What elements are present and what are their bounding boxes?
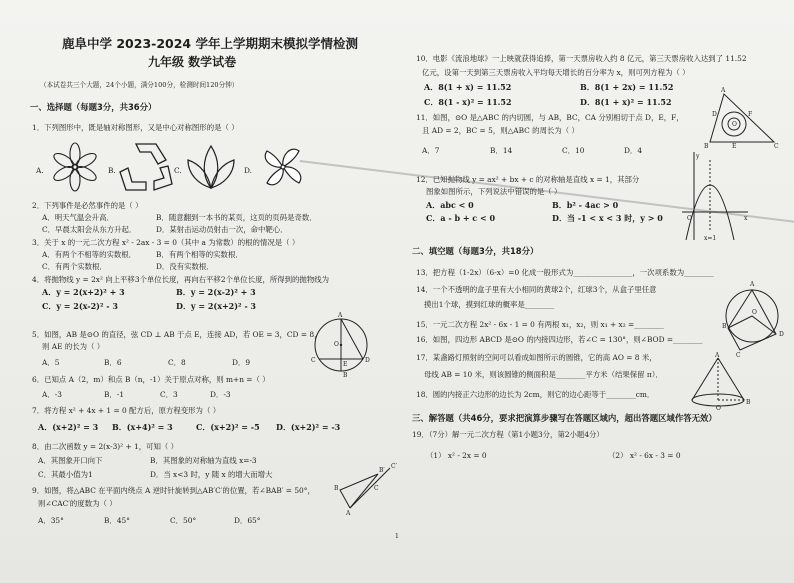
paper-subtitle: 九年级 数学试卷 [148,55,237,69]
q16-cyclic-quad-figure [722,276,786,358]
q9-label-a: A [346,510,351,517]
question-17: 17．某盏路灯照射的空间可以看成如图所示的圆锥，它的高 AO = 8 米， [416,353,657,362]
question-5: 5．如图，AB 是⊙O 的直径，弦 CD ⊥ AB 于点 E，连接 AD，若 OE = 3，CD = 8， [32,330,322,339]
section-1-heading: 一、选择题（每题3分，共36分） [30,102,157,112]
q11-label-f: F [748,111,753,118]
question-2: 2．下列事件是必然事件的是（ ） [32,201,143,210]
q8-option-d: D．当 x<3 时，y 随 x 的增大而增大 [150,470,273,479]
q12-label-y: y [696,153,700,160]
q6-option-a: A．-3 [42,390,62,399]
q11-label-e: E [732,143,737,150]
question-10-continued: 亿元，设第一天到第三天票房收入平均每天增长的百分率为 x，则可列方程为（ ） [422,68,690,77]
q12-option-c: C．a - b + c < 0 [426,213,496,223]
q11-incircle-figure [704,86,780,148]
q3-option-b: B．有两个相等的实数根． [156,250,243,259]
question-5-continued: 则 AE 的长为（ ） [42,342,105,351]
q4-option-d: D．y = 2(x+2)² - 3 [176,301,256,311]
question-11: 11．如图，⊙O 是△ABC 的内切圆，与 AB，BC，CA 分别相切于点 D，E，F， [416,113,684,122]
q9-option-c: C．50° [170,516,197,525]
q11-option-c: C．10 [562,146,585,155]
q1-lotus-figure [184,140,238,194]
question-10: 10．电影《流浪地球》一上映就获得追捧，第一天票房收入约 8 亿元，第三天票房收入达到了 11.52 [416,54,747,63]
q10-option-a: A．8(1 + x) = 11.52 [424,82,512,92]
q3-option-c: C．有两个实数根． [42,262,107,271]
q2-option-d: D．某射击运动员射击一次，命中靶心． [156,225,288,234]
q7-option-b: B．(x+4)² = 3 [112,422,173,432]
q8-option-a: A．其图象开口向下 [38,456,103,465]
q5-option-a: A．5 [42,358,60,367]
q6-option-d: D．-3 [210,390,231,399]
q1-pinwheel-figure [256,140,310,194]
q4-option-b: B．y = 2(x-2)² + 3 [176,287,256,297]
page-number: 1 [395,533,399,540]
q19-part-2: （2） x² - 6x - 3 = 0 [608,451,681,460]
q5-label-e: E [343,361,348,368]
q6-option-c: C．3 [160,390,178,399]
q16-label-o: O [752,309,757,316]
question-14-continued: 摸出1个球，摸到红球的概率是________ [424,300,555,309]
q5-label-c: C [311,357,316,364]
q16-label-b: B [722,323,727,330]
question-13: 13．把方程（1-2x）（6-x）=0 化成一般形式为________________，一次项系数为________ [416,268,714,277]
q7-option-a: A．(x+2)² = 3 [38,422,99,432]
question-1: 1．下列图形中，既是轴对称图形，又是中心对称图形的是（ ） [32,123,239,132]
q5-circle-figure [308,312,374,378]
q17-label-b: B [746,399,751,406]
section-3-heading: 三、解答题（共46分，要求把演算步骤写在答题区域内，超出答题区域作答无效） [412,413,717,423]
q3-option-a: A．有两个不相等的实数根． [42,250,137,259]
q8-option-b: B．其图象的对称轴为直线 x=-3 [150,456,257,465]
question-16: 16．如图，四边形 ABCD 是⊙O 的内接四边形，若∠C = 130°，则∠BOD =________ [416,335,703,344]
q9-rotation-figure [332,456,402,516]
q10-option-b: B．8(1 + 2x) = 11.52 [580,82,674,92]
q9-label-b-prime: B′ [379,467,385,474]
q9-label-b: B [334,485,339,492]
q11-label-o: O [732,121,737,128]
question-9-continued: 则∠CAC′的度数为（ ） [38,499,117,508]
q16-label-d: D [779,331,784,338]
q9-option-a: A．35° [38,516,64,525]
q1-option-c-label: C. [174,166,182,175]
q11-label-c: C [774,143,779,150]
q1-option-b-label: B. [108,166,116,175]
q16-label-c: C [736,352,741,359]
question-12: 12．已知抛物线 y = ax² + bx + c 的对称轴是直线 x = 1，其部分 [416,175,640,184]
q2-option-c: C．早晨太阳会从东方升起． [42,225,137,234]
q12-label-x: x [744,215,748,222]
q16-label-a: A [750,281,755,288]
q12-label-o: O [687,215,692,222]
question-7: 7．将方程 x² + 4x + 1 = 0 配方后，原方程变形为（ ） [32,406,221,415]
q11-label-b: B [704,143,709,150]
q12-parabola-figure [680,150,750,242]
q11-option-d: D．4 [624,146,643,155]
paper-note: （本试卷共三个大题，24个小题，满分100分，检测时间120分钟） [40,81,239,89]
q5-label-d: D [365,357,370,364]
question-9: 9．如图，将△ABC 在平面内绕点 A 逆时针旋转到△AB′C′的位置，若∠BAB′ = 50°， [32,486,315,495]
q10-option-d: D．8(1 + x)² = 11.52 [580,97,672,107]
q5-option-d: D．9 [232,358,251,367]
q3-option-d: D．没有实数根． [156,262,214,271]
q2-option-b: B．随意翻到一本书的某页，这页的页码是奇数． [156,213,317,222]
question-6: 6．已知点 A（2，m）和点 B（n，-1）关于原点对称，则 m+n =（ ） [32,375,270,384]
q12-option-a: A．abc < 0 [426,200,474,210]
q5-label-b: B [343,372,348,379]
q1-flower-figure [48,140,102,194]
q1-option-a-label: A. [36,166,44,175]
question-3: 3．关于 x 的一元二次方程 x² - 2ax - 3 = 0（其中 a 为常数）的根的情况是（ ） [32,238,300,247]
question-14: 14．一个不透明的盒子里有大小相同的黄球2个，红球3个，从盒子里任意 [416,285,657,294]
question-15: 15．一元二次方程 2x² - 6x - 1 = 0 有两根 x₁，x₂，则 x₁ + x₂ =________ [416,320,664,329]
q12-option-b: B．b² - 4ac > 0 [552,200,619,210]
question-8: 8．由二次函数 y = 2(x-3)² + 1，可知（ ） [32,442,179,451]
q12-option-d: D．当 -1 < x < 3 时，y > 0 [552,213,663,223]
question-18: 18．圆的内接正六边形的边长为 2cm，则它的边心距等于________cm． [416,390,655,399]
q9-option-b: B．45° [104,516,130,525]
paper-title: 鹿阜中学 2023-2024 学年上学期期末模拟学情检测 [62,36,358,51]
q12-label-axis: x=1 [704,235,717,242]
question-17-continued: 母线 AB = 10 米，则该圆锥的侧面积是________平方米（结果保留 π）． [424,370,663,379]
q4-option-a: A．y = 2(x+2)² + 3 [42,287,125,297]
section-2-heading: 二、填空题（每题3分，共18分） [412,246,539,256]
q9-option-d: D．65° [234,516,261,525]
q9-label-c: C [374,485,379,492]
q5-label-o: O [334,341,339,348]
q10-option-c: C．8(1 - x)² = 11.52 [424,97,512,107]
q8-option-c: C．其最小值为1 [38,470,93,479]
q17-cone-figure [684,354,754,412]
q4-option-c: C．y = 2(x-2)² - 3 [42,301,118,311]
q6-option-b: B．-1 [104,390,125,399]
q7-option-d: D．(x+2)² = -3 [276,422,341,432]
q2-option-a: A．明天气温会升高． [42,213,114,222]
question-11-continued: 且 AD = 2，BC = 5，则△ABC 的周长为（ ） [422,126,579,135]
q5-label-a: A [338,312,343,319]
question-19: 19．（7分）解一元二次方程（第1小题3分，第2小题4分） [412,430,604,439]
q17-label-o: O [716,405,721,412]
q9-label-c-prime: C′ [391,463,397,470]
q11-label-d: D [712,111,717,118]
question-4: 4．将抛物线 y = 2x² 向上平移3个单位长度，再向右平移2个单位长度，所得到的抛物线为 [32,275,329,284]
question-12-continued: 图象如图所示，下列说法中错误的是（ ） [426,187,562,196]
q17-label-a: A [715,352,720,359]
q5-option-b: B．6 [104,358,122,367]
q11-option-b: B．14 [490,146,513,155]
q1-option-d-label: D. [244,166,253,175]
q1-recycle-figure [118,140,174,194]
q11-label-a: A [721,87,726,94]
q19-part-1: （1） x² - 2x = 0 [426,451,487,460]
q7-option-c: C．(x+2)² = -5 [196,422,260,432]
q11-option-a: A．7 [422,146,440,155]
q5-option-c: C．8 [168,358,186,367]
